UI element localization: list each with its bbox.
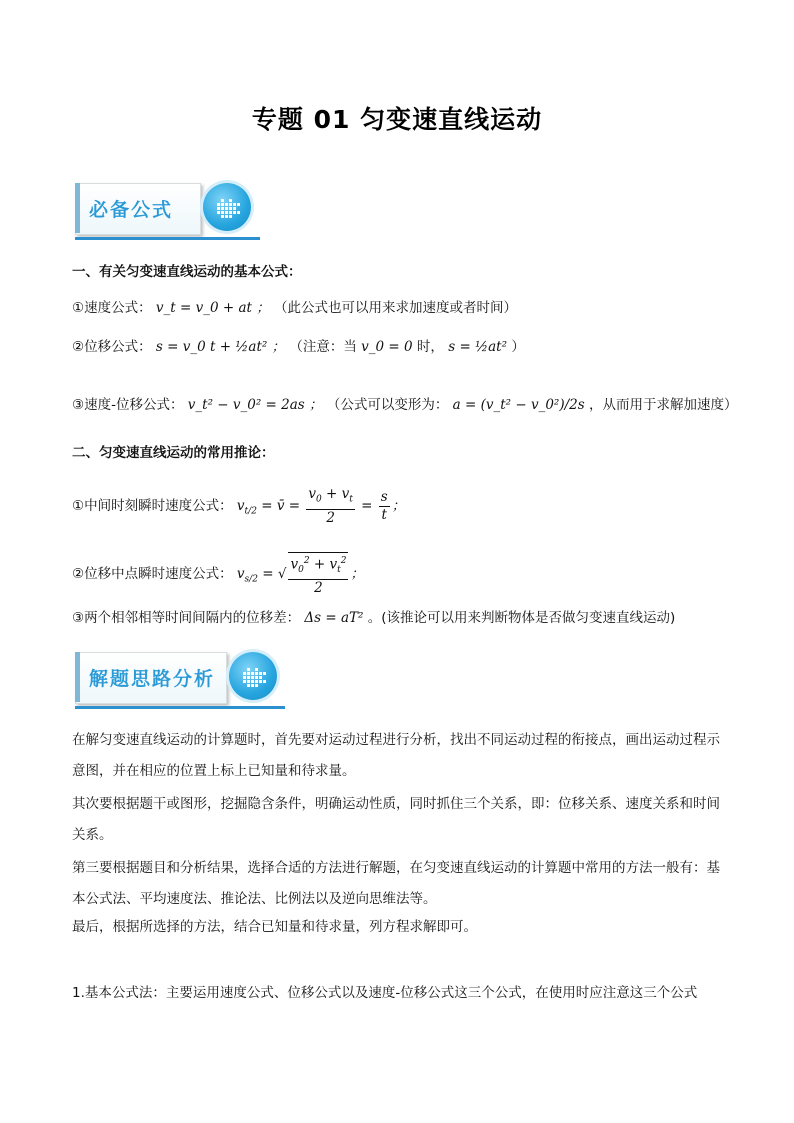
formula-displacement: s = v_0 t + ½at² ； xyxy=(155,339,286,355)
banner-accent xyxy=(75,183,80,233)
inference-mid-disp-label: ②位移中点瞬时速度公式： xyxy=(72,566,233,583)
analysis-paragraph-4: 最后，根据所选择的方法，结合已知量和待求量，列方程求解即可。 xyxy=(72,919,477,935)
inference-disp-diff-label: ③两个相邻相等时间间隔内的位移差： xyxy=(72,610,301,626)
inference-disp-diff-line xyxy=(72,608,675,628)
formula-vel-disp-line xyxy=(72,395,737,415)
grid-dots-icon xyxy=(203,183,251,231)
formula-vel-disp-label: ③速度-位移公式： xyxy=(72,397,184,413)
formula-vel-disp: v_t² − v_0² = 2as ； xyxy=(187,397,323,413)
formula-vel-disp-note-pre: （公式可以变形为： xyxy=(326,397,449,413)
formula-velocity-line xyxy=(72,298,517,318)
grid-dots-icon xyxy=(229,652,277,700)
inference-mid-disp-line xyxy=(72,552,364,597)
formula-vel-disp-accel: a = (v_t² − v_0²)/2s xyxy=(452,397,585,413)
formula-velocity-label: ①速度公式： xyxy=(72,300,152,316)
formula-displacement-special: s = ½at² xyxy=(448,339,508,355)
banner-underline xyxy=(75,706,285,709)
formula-displacement-note-mid: 时， xyxy=(416,339,444,355)
page-title: 专题 01 匀变速直线运动 xyxy=(251,105,543,134)
inference-disp-diff-note: 。(该推论可以用来判断物体是否做匀变速直线运动) xyxy=(367,610,676,626)
section2-heading: 二、匀变速直线运动的常用推论： xyxy=(72,445,275,461)
section-banner-analysis xyxy=(75,652,290,712)
formula-velocity-note: （此公式也可以用来求加速度或者时间） xyxy=(274,300,518,316)
section1-heading: 一、有关匀变速直线运动的基本公式： xyxy=(72,264,302,280)
inference-mid-disp-formula: $v_{s/2}$ = √ $\frac{v_0^2 + v_t^2}{2}$ ； xyxy=(237,566,364,582)
analysis-paragraph-2: 其次要根据题干或图形，挖掘隐含条件，明确运动性质，同时抓住三个关系，即：位移关系、速度关系和时间关系。 xyxy=(72,796,720,843)
formula-velocity: v_t = v_0 + at ； xyxy=(155,300,270,316)
inference-mid-time-formula: $v_{t/2}$ = v̄ = $\frac{v_0 + v_t}{2}$ = $\frac{s}{t}$ ； xyxy=(236,486,406,526)
formula-displacement-line xyxy=(72,337,525,357)
inference-mid-time-label: ①中间时刻瞬时速度公式： xyxy=(72,497,233,514)
formula-vel-disp-note-end: ，从而用于求解加速度） xyxy=(588,397,738,413)
analysis-paragraph-5: 1.基本公式法：主要运用速度公式、位移公式以及速度-位移公式这三个公式，在使用时应注意这三个公式 xyxy=(72,985,698,1001)
banner-accent xyxy=(75,652,80,702)
banner-underline xyxy=(75,237,260,240)
formula-displacement-note-pre: （注意：当 xyxy=(289,339,357,355)
banner-label: 必备公式 xyxy=(89,199,174,221)
inference-disp-diff-formula: Δs = aT² xyxy=(304,610,364,626)
analysis-paragraph-1: 在解匀变速直线运动的计算题时，首先要对运动过程进行分析，找出不同运动过程的衔接点，画出运动过程示意图，并在相应的位置上标上已知量和待求量。 xyxy=(72,732,720,779)
formula-displacement-cond: v_0 = 0 xyxy=(361,339,413,355)
inference-mid-time-line xyxy=(72,486,405,527)
formula-displacement-note-end: ） xyxy=(511,339,525,355)
formula-displacement-label: ②位移公式： xyxy=(72,339,152,355)
section-banner-formulas xyxy=(75,183,265,243)
banner-label: 解题思路分析 xyxy=(89,668,216,690)
analysis-paragraph-3: 第三要根据题目和分析结果，选择合适的方法进行解题，在匀变速直线运动的计算题中常用的方法一般有：基本公式法、平均速度法、推论法、比例法以及逆向思维法等。 xyxy=(72,860,720,907)
